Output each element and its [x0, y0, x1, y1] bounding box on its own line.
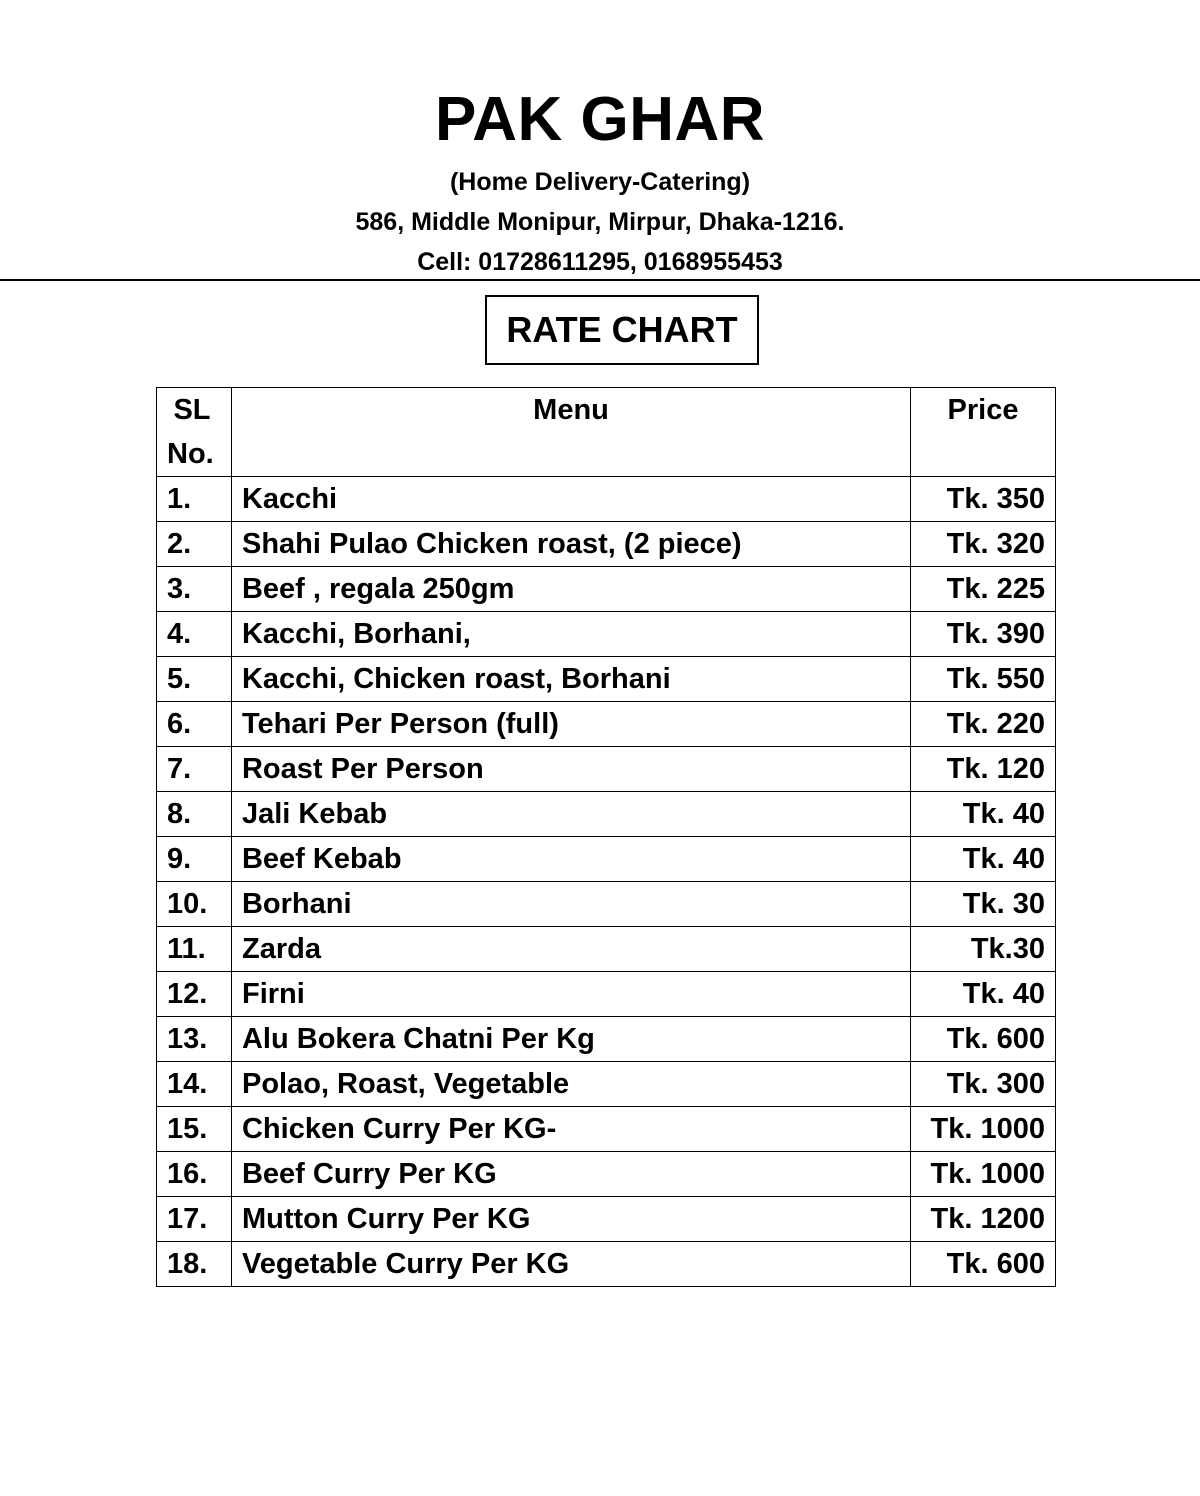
sl-no-header — [157, 388, 232, 477]
price-cell: Tk. 390 — [911, 612, 1056, 657]
table-row — [157, 1152, 1056, 1197]
sl-number-cell: 14. — [157, 1062, 232, 1107]
table-row — [157, 927, 1056, 972]
menu-item-cell: Alu Bokera Chatni Per Kg — [231, 1017, 910, 1062]
menu-item-cell: Firni — [231, 972, 910, 1017]
price-cell: Tk. 320 — [911, 522, 1056, 567]
menu-item-cell: Mutton Curry Per KG — [231, 1197, 910, 1242]
menu-item-cell: Shahi Pulao Chicken roast, (2 piece) — [231, 522, 910, 567]
sl-number-cell: 12. — [157, 972, 232, 1017]
sl-number-cell: 8. — [157, 792, 232, 837]
rate-table — [156, 387, 1056, 1287]
table-row — [157, 522, 1056, 567]
menu-item-cell: Beef Kebab — [231, 837, 910, 882]
sl-number-cell: 6. — [157, 702, 232, 747]
menu-item-cell: Beef Curry Per KG — [231, 1152, 910, 1197]
sl-number-cell: 17. — [157, 1197, 232, 1242]
header-divider — [0, 279, 1200, 281]
price-cell: Tk. 300 — [911, 1062, 1056, 1107]
sl-header-line1: SL — [173, 394, 211, 426]
table-row — [157, 612, 1056, 657]
price-cell: Tk. 600 — [911, 1242, 1056, 1287]
menu-item-cell: Borhani — [231, 882, 910, 927]
table-row — [157, 1062, 1056, 1107]
table-row — [157, 1107, 1056, 1152]
table-header-row — [157, 388, 1056, 477]
price-cell: Tk. 220 — [911, 702, 1056, 747]
rate-table-body — [157, 477, 1056, 1287]
sl-number-cell: 16. — [157, 1152, 232, 1197]
table-row — [157, 477, 1056, 522]
price-cell: Tk. 30 — [911, 882, 1056, 927]
price-header: Price — [911, 388, 1056, 477]
table-row — [157, 567, 1056, 612]
table-row — [157, 1017, 1056, 1062]
price-cell: Tk. 1000 — [911, 1107, 1056, 1152]
menu-item-cell: Zarda — [231, 927, 910, 972]
price-cell: Tk.30 — [911, 927, 1056, 972]
business-name: PAK GHAR — [434, 85, 766, 154]
business-address: 586, Middle Monipur, Mirpur, Dhaka-1216. — [355, 208, 845, 236]
table-row — [157, 657, 1056, 702]
menu-item-cell: Kacchi, Borhani, — [231, 612, 910, 657]
table-row — [157, 972, 1056, 1017]
price-cell: Tk. 1000 — [911, 1152, 1056, 1197]
sl-number-cell: 11. — [157, 927, 232, 972]
sl-number-cell: 9. — [157, 837, 232, 882]
sl-number-cell: 7. — [157, 747, 232, 792]
menu-item-cell: Vegetable Curry Per KG — [231, 1242, 910, 1287]
price-cell: Tk. 350 — [911, 477, 1056, 522]
sl-number-cell: 4. — [157, 612, 232, 657]
sl-number-cell: 2. — [157, 522, 232, 567]
business-phone: Cell: 01728611295, 0168955453 — [417, 248, 783, 276]
menu-item-cell: Kacchi — [231, 477, 910, 522]
price-cell: Tk. 40 — [911, 837, 1056, 882]
price-cell: Tk. 40 — [911, 792, 1056, 837]
price-cell: Tk. 1200 — [911, 1197, 1056, 1242]
sl-number-cell: 1. — [157, 477, 232, 522]
price-cell: Tk. 600 — [911, 1017, 1056, 1062]
menu-item-cell: Chicken Curry Per KG- — [231, 1107, 910, 1152]
sl-number-cell: 15. — [157, 1107, 232, 1152]
table-row — [157, 1197, 1056, 1242]
table-row — [157, 837, 1056, 882]
document-header — [0, 80, 1200, 282]
table-row — [157, 702, 1056, 747]
price-cell: Tk. 40 — [911, 972, 1056, 1017]
menu-item-cell: Beef , regala 250gm — [231, 567, 910, 612]
menu-item-cell: Polao, Roast, Vegetable — [231, 1062, 910, 1107]
menu-header: Menu — [231, 388, 910, 477]
menu-item-cell: Jali Kebab — [231, 792, 910, 837]
sl-number-cell: 3. — [157, 567, 232, 612]
menu-item-cell: Roast Per Person — [231, 747, 910, 792]
price-cell: Tk. 120 — [911, 747, 1056, 792]
menu-item-cell: Tehari Per Person (full) — [231, 702, 910, 747]
table-row — [157, 882, 1056, 927]
menu-item-cell: Kacchi, Chicken roast, Borhani — [231, 657, 910, 702]
sl-number-cell: 13. — [157, 1017, 232, 1062]
table-row — [157, 792, 1056, 837]
sl-number-cell: 10. — [157, 882, 232, 927]
table-row — [157, 747, 1056, 792]
rate-chart-title: RATE CHART — [485, 295, 759, 365]
sl-number-cell: 18. — [157, 1242, 232, 1287]
business-tagline: (Home Delivery-Catering) — [449, 168, 751, 196]
table-row — [157, 1242, 1056, 1287]
sl-header-line2: No. — [167, 438, 214, 470]
sl-number-cell: 5. — [157, 657, 232, 702]
price-cell: Tk. 550 — [911, 657, 1056, 702]
price-cell: Tk. 225 — [911, 567, 1056, 612]
